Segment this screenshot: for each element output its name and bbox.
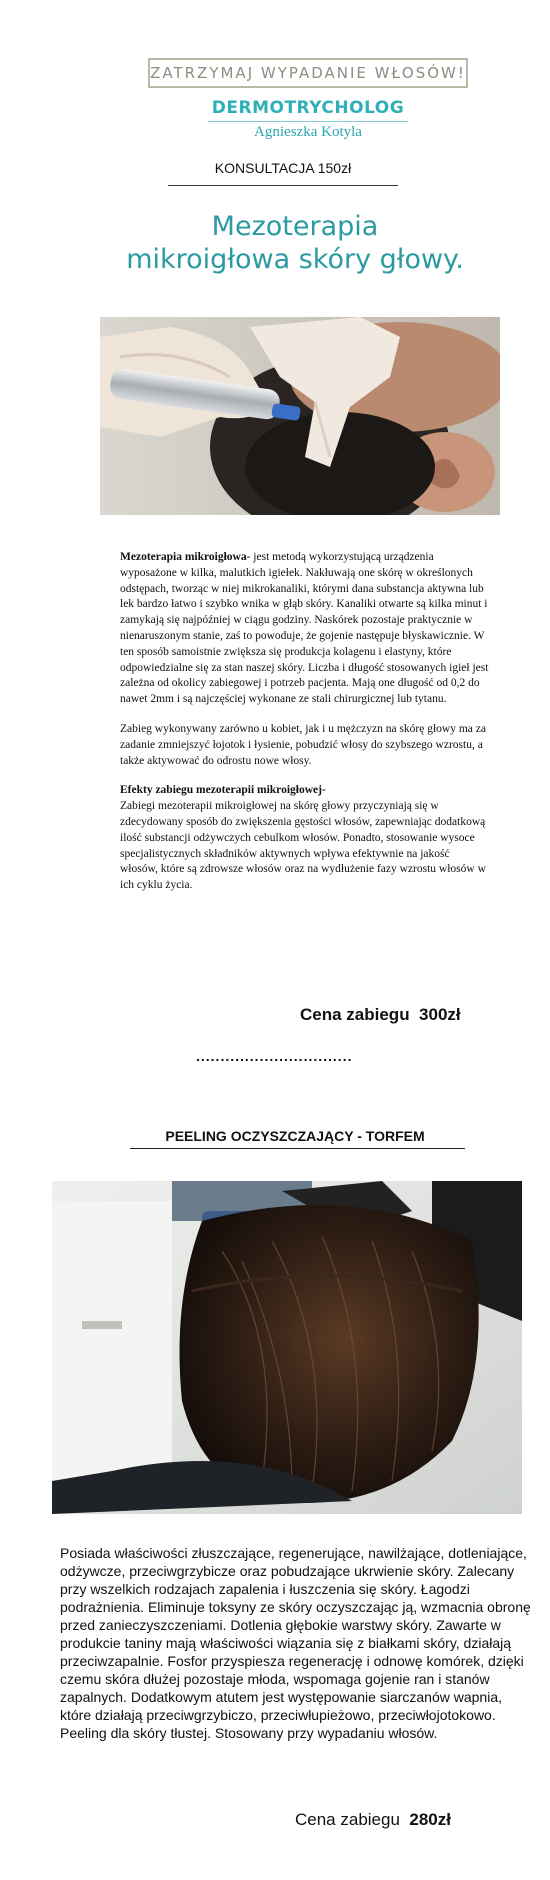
page-title	[100, 210, 490, 276]
paragraph-1-lead: Mezoterapia mikroigłowa	[120, 551, 247, 563]
banner-text: ZATRZYMAJ WYPADANIE WŁOSÓW!	[150, 64, 466, 82]
title-line-2: mikroigłowa skóry głowy.	[126, 244, 464, 275]
effects-heading: Efekty zabiegu mezoterapii mikroigłowej-	[120, 784, 326, 797]
paragraph-3	[120, 783, 490, 894]
header-banner	[148, 58, 468, 88]
paragraph-3-text: Zabiegi mezoterapii mikroigłowej na skórę głowy przyczyniają się w zdecydowany sposób do zwiększenia gęstości włosów, zapewniając dodatkową ilość substancji odżywczych cebulkom włosów. Ponadto, stosowanie wysoce specjalistycznych składników aktywnych wpływa efektywnie na jakość włosów, które są zdrowsze włosów oraz na wydłużenie fazy wzrostu włosów w ich cyklu życia.	[120, 800, 486, 892]
price-mesotherapy	[300, 1005, 520, 1025]
paragraph-1-text: - jest metodą wykorzystującą urządzenia wyposażone w kilka, malutkich igiełek. Nakłuwają one skórę w określonych odstępach, tworząc w niej mikrokanaliki, którymi dana substancja aktywna lub lek bardzo łatwo i szybko wnika w głąb skóry. Kanaliki otwarte są kilka minut i zamykają się najpóźniej w ciągu godziny. Naskórek pozostaje praktycznie w nienaruszonym stanie, zaś to powoduje, że gojenie następuje błyskawicznie. W ten sposób samoistnie zwiększa się produkcja kolagenu i elastyny, które odpowiedzialne się za stan naszej skóry. Liczba i długość stosowanych igieł jest zależna od okolicy zabiegowej i potrzeb pacjenta. Mają one długość od 0,2 do nawet 2mm i są najczęściej wykonane ze stali chirurgicznej lub tytanu.	[120, 551, 489, 706]
section-separator: ................................	[196, 1048, 353, 1064]
peeling-title-underline	[130, 1148, 465, 1149]
author-name: Agnieszka Kotyla	[254, 124, 362, 140]
peeling-photo	[52, 1181, 522, 1514]
title-line-1: Mezoterapia	[211, 211, 379, 242]
brand-name: DERMOTRYCHOLOG	[211, 98, 405, 118]
paragraph-2: Zabieg wykonywany zarówno u kobiet, jak i u mężczyzn na skórę głowy ma za zadanie zmniejszyć łojotok i łysienie, pobudzić włosy do szybszego wzrostu, a także aktywować do odrostu nowe włosy.	[120, 722, 486, 767]
price-label: Cena zabiegu	[300, 1005, 410, 1024]
consultation-price: KONSULTACJA 150zł	[214, 160, 352, 176]
price-peeling	[295, 1810, 515, 1830]
mesotherapy-description	[120, 550, 490, 908]
consultation-divider	[168, 185, 398, 186]
brand-divider	[208, 121, 408, 122]
price-label: Cena zabiegu	[295, 1810, 400, 1829]
price-value: 280zł	[409, 1810, 451, 1829]
price-value: 300zł	[419, 1005, 461, 1024]
peeling-description: Posiada właściwości złuszczające, regenerujące, nawilżające, dotleniające, odżywcze, przeciwgrzybicze oraz pobudzające ukrwienie skóry. Zalecany przy wszelkich rodzajach zapalenia i łuszczenia się skóry. Łagodzi podrażnienia. Eliminuje toksyny ze skóry oczyszczając ją, wzmacnia obronę przed zanieczyszczeniami. Dotlenia głębokie warstwy skóry. Zawarte w produkcie taniny mają właściwości wiązania się z białkami skóry, działają przeciwzapalnie. Fosfor przyspiesza regenerację i odnowę komórek, dzięki czemu skóra dłużej pozostaje młoda, wspomaga gojenie ran i stanów zapalnych. Dodatkowym atutem jest występowanie siarczanów wapnia, które działają przeciwgrzybiczo, przeciwłupieżowo, przeciwłojotokowo. Peeling dla skóry tłustej. Stosowany przy wypadaniu włosów.	[60, 1545, 531, 1741]
peeling-title: PEELING OCZYSZCZAJĄCY - TORFEM	[165, 1128, 425, 1144]
paragraph-1	[120, 550, 490, 708]
microneedling-photo	[100, 317, 500, 515]
